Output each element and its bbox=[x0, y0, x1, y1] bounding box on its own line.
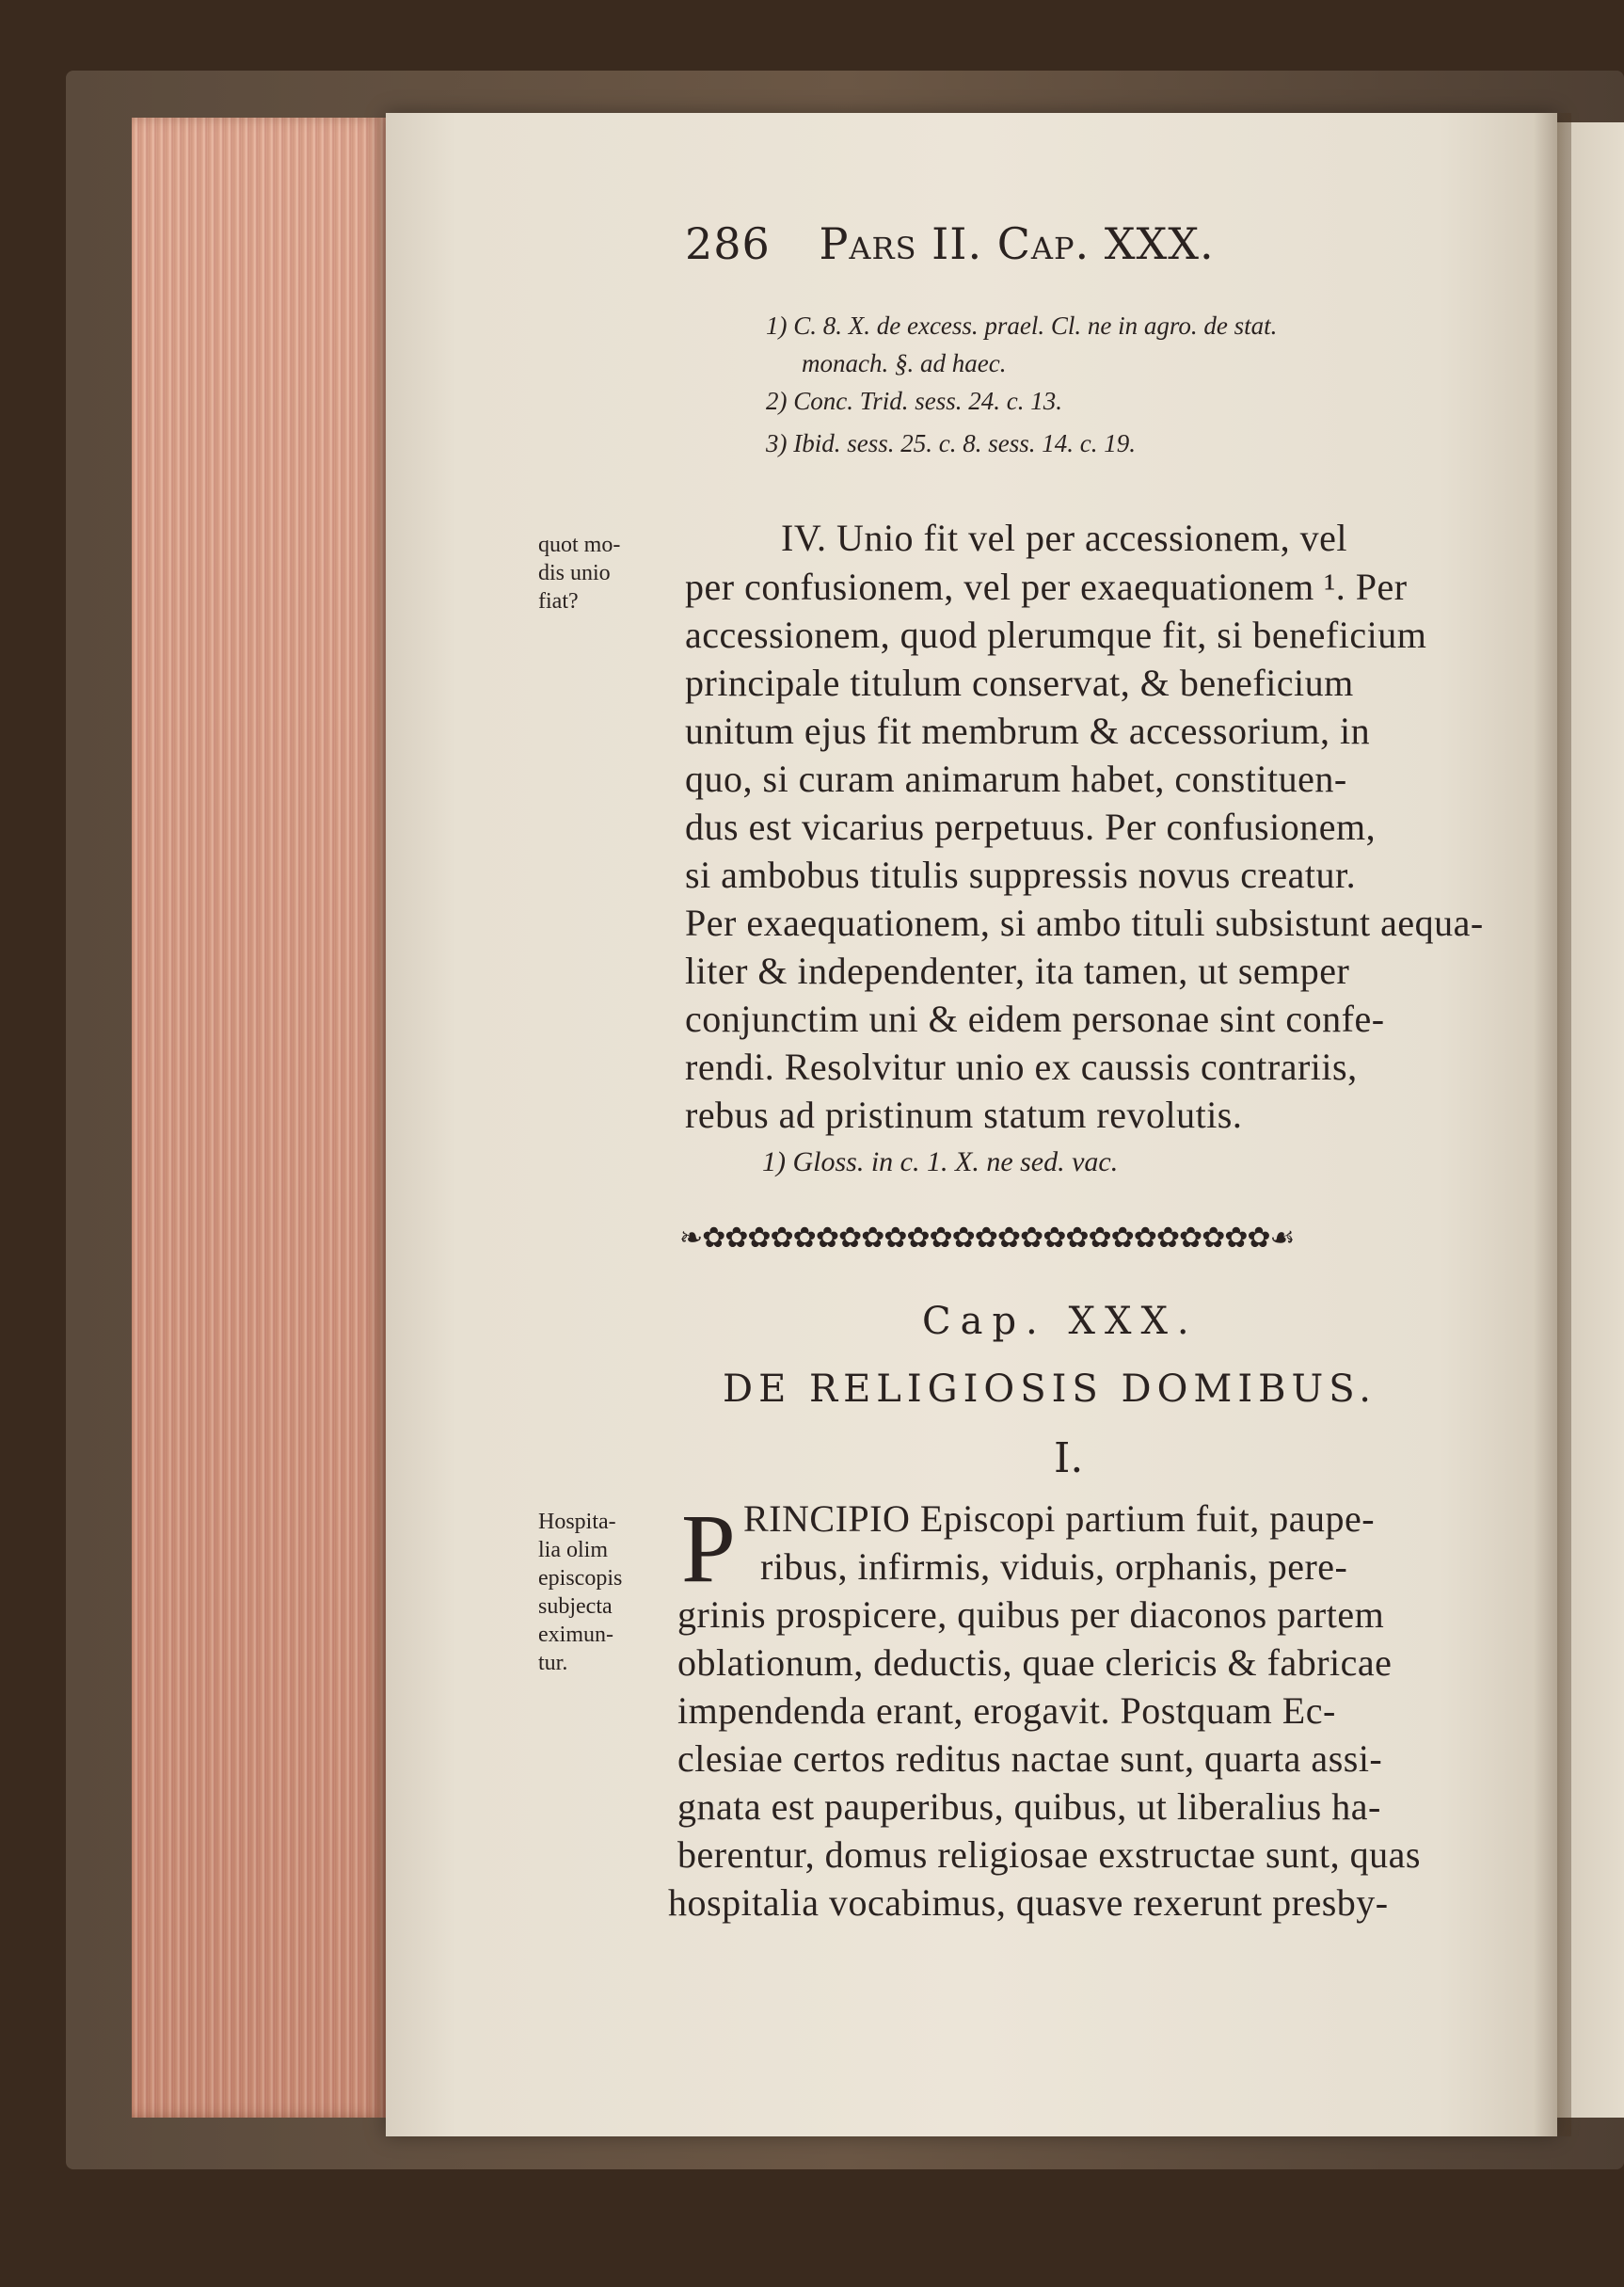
body-line: Per exaequationem, si ambo tituli subsistunt aequa- bbox=[685, 902, 1484, 944]
gutter-shadow bbox=[1534, 113, 1571, 2136]
body-line: quo, si curam animarum habet, constituen- bbox=[685, 758, 1347, 800]
footnote-line: 1) C. 8. X. de excess. prael. Cl. ne in agro. de stat. bbox=[766, 312, 1278, 340]
body-line: ribus, infirmis, viduis, orphanis, pere- bbox=[760, 1545, 1348, 1588]
footnote-line: monach. §. ad haec. bbox=[802, 349, 1007, 377]
margin-note-line: fiat? bbox=[538, 589, 579, 614]
body-line: IV. Unio fit vel per accessionem, vel bbox=[781, 517, 1348, 559]
body-line: grinis prospicere, quibus per diaconos partem bbox=[677, 1593, 1385, 1636]
body-line: conjunctim uni & eidem personae sint confe- bbox=[685, 998, 1385, 1040]
body-line: gnata est pauperibus, quibus, ut liberalius ha- bbox=[677, 1785, 1381, 1828]
body-line: dus est vicarius perpetuus. Per confusionem, bbox=[685, 806, 1377, 848]
body-line: RINCIPIO Episcopi partium fuit, paupe- bbox=[743, 1497, 1376, 1540]
body-line: per confusionem, vel per exaequationem ¹. Per bbox=[685, 566, 1408, 608]
section-number: I. bbox=[1054, 1434, 1084, 1482]
body-line: oblationum, deductis, quae clericis & fabricae bbox=[677, 1641, 1393, 1684]
footnote-line: 2) Conc. Trid. sess. 24. c. 13. bbox=[766, 387, 1063, 415]
footnote-line: 1) Gloss. in c. 1. X. ne sed. vac. bbox=[762, 1146, 1119, 1177]
margin-note-line: tur. bbox=[538, 1651, 568, 1675]
margin-note-line: lia olim bbox=[538, 1538, 608, 1562]
body-line: si ambobus titulis suppressis novus creatur. bbox=[685, 854, 1357, 896]
drop-cap: P bbox=[681, 1495, 736, 1603]
body-line: liter & independenter, ita tamen, ut semper bbox=[685, 950, 1350, 992]
page-number: 286 bbox=[685, 218, 771, 269]
ornament-rule: ❧✿✿✿✿✿✿✿✿✿✿✿✿✿✿✿✿✿✿✿✿✿✿✿✿✿☙ bbox=[679, 1222, 1295, 1254]
body-line: impendenda erant, erogavit. Postquam Ec- bbox=[677, 1689, 1336, 1732]
margin-note-line: Hospita- bbox=[538, 1510, 616, 1534]
body-line: hospitalia vocabimus, quasve rexerunt presby- bbox=[668, 1881, 1389, 1924]
running-head: Pars II. Cap. XXX. bbox=[819, 218, 1215, 269]
chapter-label: Cap. XXX. bbox=[922, 1300, 1199, 1343]
margin-note-line: dis unio bbox=[538, 561, 611, 585]
body-line: berentur, domus religiosae exstructae sunt, quas bbox=[677, 1833, 1421, 1876]
margin-note-line: eximun- bbox=[538, 1623, 613, 1647]
body-line: accessionem, quod plerumque fit, si beneficium bbox=[685, 614, 1427, 656]
margin-note-line: episcopis bbox=[538, 1566, 623, 1591]
running-header bbox=[685, 218, 1215, 269]
body-line: rebus ad pristinum statum revolutis. bbox=[685, 1094, 1243, 1136]
page-edges bbox=[132, 118, 386, 2118]
margin-note-line: quot mo- bbox=[538, 533, 621, 557]
body-line: rendi. Resolvitur unio ex caussis contrariis, bbox=[685, 1046, 1358, 1088]
body-line: clesiae certos reditus nactae sunt, quarta assi- bbox=[677, 1737, 1383, 1780]
body-line: principale titulum conservat, & beneficium bbox=[685, 662, 1354, 704]
body-line: unitum ejus fit membrum & accessorium, in bbox=[685, 710, 1371, 752]
chapter-title: DE RELIGIOSIS DOMIBUS. bbox=[723, 1367, 1377, 1411]
margin-note-line: subjecta bbox=[538, 1594, 613, 1619]
footnote-line: 3) Ibid. sess. 25. c. 8. sess. 14. c. 19. bbox=[766, 429, 1136, 457]
